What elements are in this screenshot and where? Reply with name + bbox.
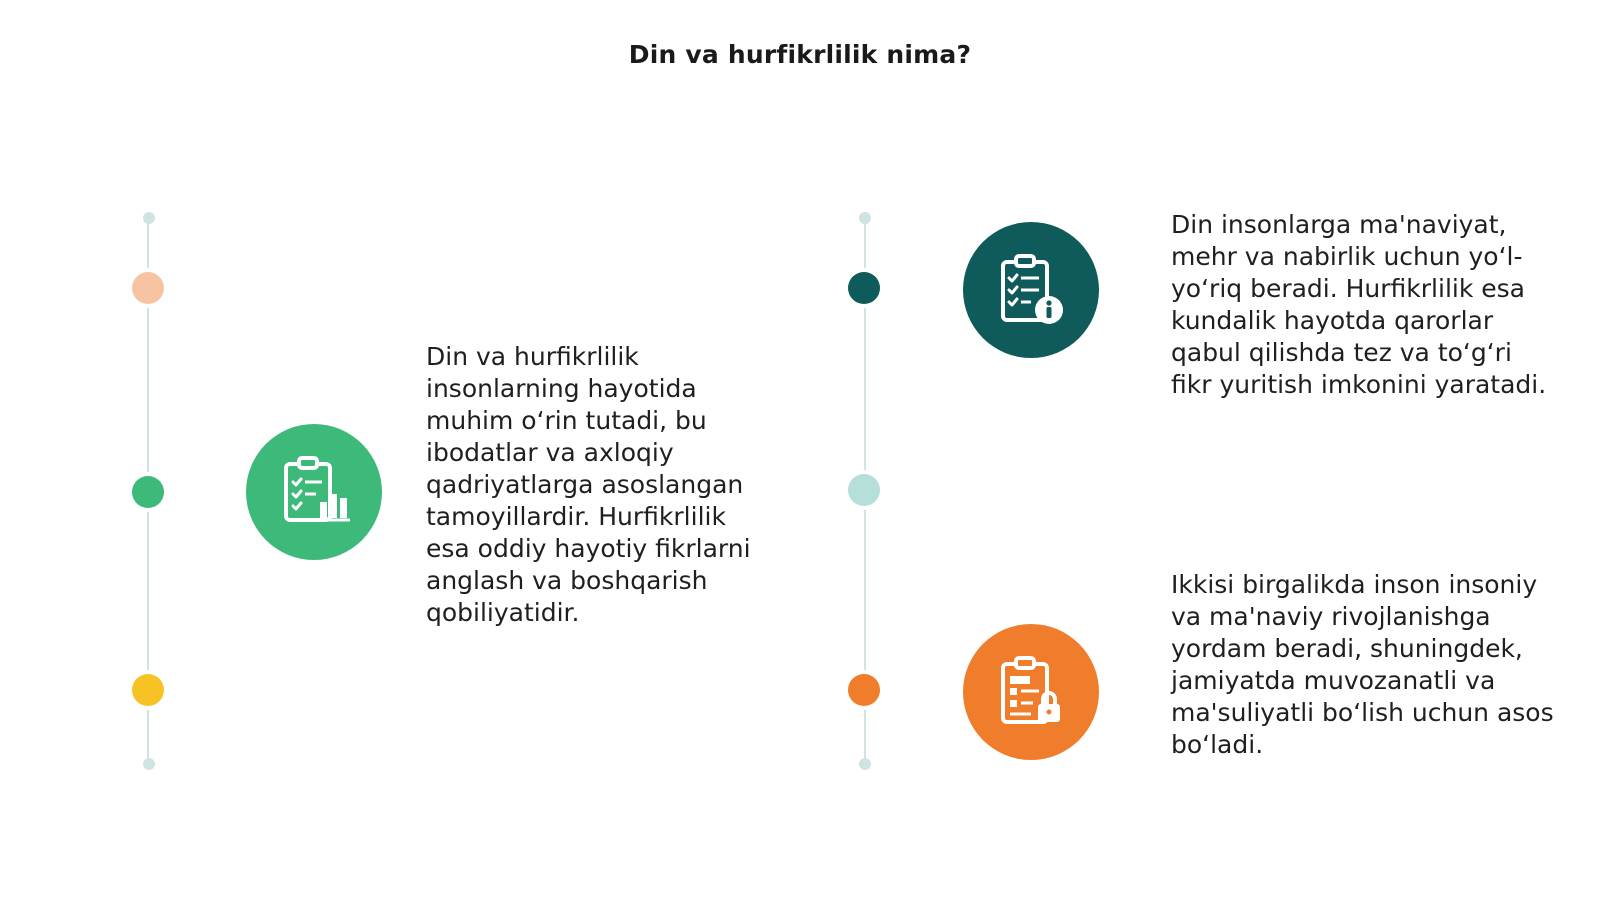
item-2-text: Din insonlarga ma'naviyat, mehr va nabirlik uchun yo‘l-yo‘riq beradi. Hurfikrlilik esa kundalik hayotda qarorlar qabul qilishda tez va to‘g‘ri fikr yuritish imkonini yaratadi. (1171, 210, 1547, 399)
timeline-dot-peach (132, 272, 164, 304)
timeline-dot-orange (848, 674, 880, 706)
timeline-dot-green (132, 476, 164, 508)
clipboard-chart-icon (276, 454, 352, 530)
timeline-cap-top (143, 212, 155, 224)
clipboard-info-icon (993, 252, 1069, 328)
timeline-dot-mint (848, 474, 880, 506)
clipboard-lock-icon (993, 654, 1069, 730)
item-1-text: Din va hurfikrlilik insonlarning hayotida muhim o‘rin tutadi, bu ibodatlar va axloqiy qadriyatlarga asoslangan tamoyillardir. Hurfikrlilik esa oddiy hayotiy fikrlarni anglash va boshqarish qobiliyatidir. (426, 342, 751, 627)
timeline-cap-bottom (859, 758, 871, 770)
page-title: Din va hurfikrlilik nima? (628, 40, 972, 69)
item-3-text: Ikkisi birgalikda inson insoniy va ma'naviy rivojlanishga yordam beradi, shuningdek, jamiyatda muvozanatli va ma'suliyatli bo‘lish uchun asos bo‘ladi. (1171, 570, 1554, 759)
item-3-circle (963, 624, 1099, 760)
timeline-cap-bottom (143, 758, 155, 770)
item-1-circle (246, 424, 382, 560)
timeline-dot-teal (848, 272, 880, 304)
timeline-dot-yellow (132, 674, 164, 706)
item-2-circle (963, 222, 1099, 358)
